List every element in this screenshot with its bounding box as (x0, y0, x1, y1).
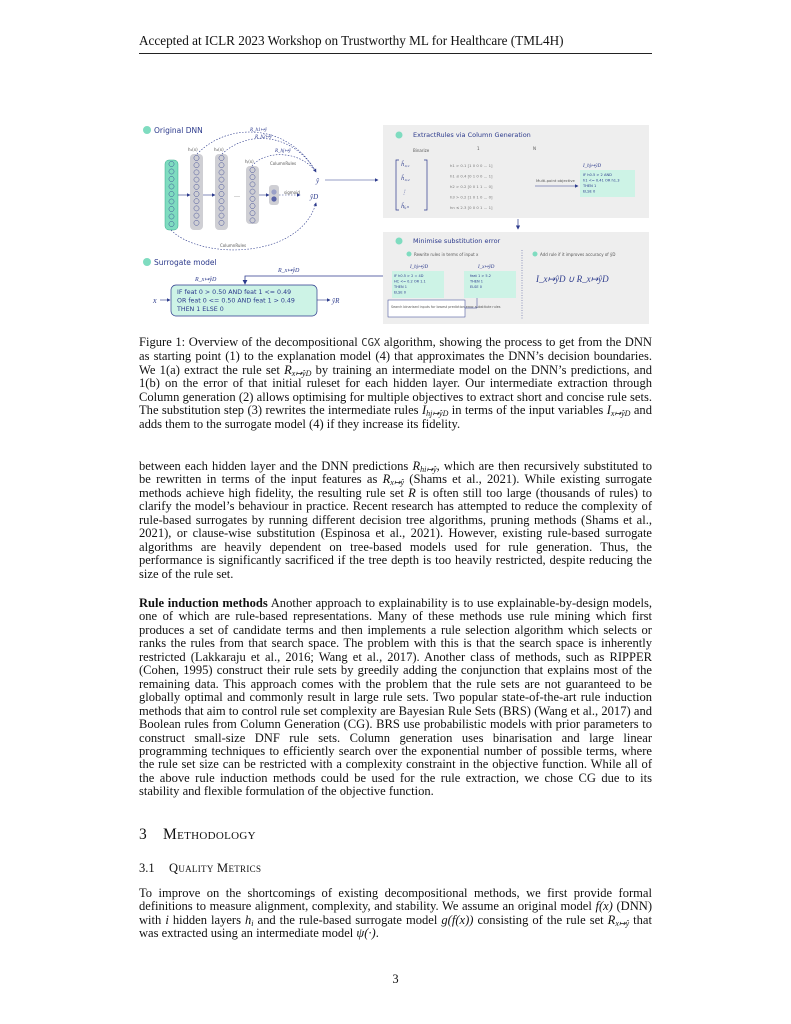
math-expression (408, 486, 416, 500)
math-expression (422, 403, 448, 417)
subsection-title: Quality Metrics (169, 861, 262, 875)
panel1-badge (143, 126, 151, 134)
math-expression (383, 472, 404, 486)
text-run: (Shams et al., 2021). While existing surrogate methods achieve high fidelity, the resulting rule set (139, 472, 652, 500)
irule-line: h1 <= 0.41 OR h1.3 (583, 178, 620, 183)
label-x: x (153, 296, 157, 305)
hvec-line: ĥ₁,₂ (401, 176, 410, 182)
objective-label: Multi-point objective (536, 178, 575, 183)
math-symbol: R (412, 459, 421, 473)
math-expression (412, 459, 436, 473)
col-label-n: N (533, 146, 536, 151)
math-expression (608, 913, 629, 927)
section-title: Methodology (163, 826, 256, 843)
rb1-line: THEN 1 (394, 285, 407, 289)
label-yr: ŷR (332, 297, 340, 305)
text-run: and the rule-based surrogate model (253, 912, 442, 927)
math-subscript: x↦ŷD (610, 409, 631, 419)
text-run: and adds them to the surrogate model (4) if they increase its fidelity. (139, 403, 652, 431)
rb1-line: HC <= 0.2 OR 1.1 (394, 279, 426, 284)
binrows-line: h1 ≤ 0.4 [0 1 0 0 … 1] (450, 173, 493, 179)
algorithm-name: CGX (361, 337, 381, 349)
step-a: Rewrite rules in terms of input x (414, 252, 479, 257)
text-run: algorithm, showing the process to get from the DNN as starting point (1) to the explanation model (4) that approximates the DNN’s decision boundaries. We 1(a) extract the rule set (139, 335, 652, 377)
text-run: Figure 1: Overview of the decompositional (139, 335, 362, 349)
hvec-line: ⋮ (401, 190, 407, 196)
text-run: (DNN) with (139, 899, 652, 927)
input-layer (165, 160, 178, 230)
label-rx: R_x↦ŷD (195, 277, 217, 283)
label-yhat: ŷ (316, 177, 320, 185)
math-symbol: R (607, 912, 616, 927)
paragraph-heading: Rule induction methods (139, 596, 268, 610)
label-rh2: R_h2↦ŷ (255, 135, 272, 140)
rb1-line: IF h0.5 > 2 = 4D (394, 274, 424, 278)
math-symbol: R (382, 472, 391, 487)
hvec-line: ĥ₁,₁ (401, 162, 410, 168)
hvec-line: ĥⱼ,ₙ (401, 204, 409, 210)
text-run: in terms of the input variables (448, 403, 607, 418)
srule-line: THEN 1 ELSE 0 (177, 306, 224, 313)
section-heading (139, 826, 256, 844)
math-symbol: g(f(x)) (441, 912, 474, 927)
figure-caption (139, 336, 652, 431)
subsection-number: 3.1 (139, 861, 155, 875)
math-subscript: x↦ŷD (291, 368, 312, 378)
paragraph-related-work (139, 460, 652, 581)
math-symbol: f(x) (595, 899, 613, 914)
rb2-line: THEN 1 (470, 279, 483, 284)
binrows-line: h2 > 0.2 [0 0 1 1 … 0] (450, 184, 493, 189)
dots-label: … (234, 192, 240, 199)
math-subscript: x↦ŷ (615, 918, 630, 928)
math-symbol: R (408, 485, 416, 500)
math-expression (607, 403, 631, 417)
math-expression (284, 363, 311, 377)
text-run: is often still too large (thousands of rules) to clarify the model’s behaviour in practice. Recent research has attempted to reduce the complexity of rule-based surrogates by running different decision tree algorithms, pruning methods (Shams et al., 2021), or clause-wise substitution (Espinosa et al., 2021). However, existing rule-based surrogate algorithms are heavily dependent on tree-based models used for rule generation. Thus, the performance is significantly sacrificed if the tree depth is too heavily restricted, despite reducing the size of the rule set. (139, 485, 652, 581)
srule-line: IF feat 0 > 0.50 AND feat 1 <= 0.49 (177, 289, 292, 296)
binarize-label: Binarize (413, 148, 430, 153)
rule-box-2-label: I_x↦ŷD (478, 265, 495, 270)
irule-line: IF h0.5 > 2 AND (583, 173, 612, 177)
math-expression (441, 913, 473, 927)
rb2-line: feat 1 > 5.2 (470, 274, 491, 278)
binrows-line: h1 > 0.1 [1 0 0 0 … 1] (450, 163, 493, 168)
irule-line: THEN 1 (583, 184, 597, 188)
colgen-label-1: ColumnRules (270, 161, 297, 166)
math-symbol: I (421, 403, 427, 418)
panel2-title: ExtractRules via Column Generation (413, 131, 531, 139)
math-subscript: i (251, 918, 254, 928)
step-b: Add rule if it improves accuracy of ŷD (540, 252, 616, 257)
subsection-heading (139, 861, 261, 876)
hidden-layer-1 (190, 154, 203, 230)
page-number: 3 (392, 972, 399, 986)
math-subscript: x↦ŷ (390, 478, 405, 488)
colgen-label-2: ColumnRules (220, 243, 247, 248)
rb2-line: ELSE 0 (470, 285, 482, 289)
text-run: by training an intermediate model on the DNN’s predictions, and 1(b) on the error of that initial ruleset for each hidden layer. Our intermediate extraction through Column generation (2) allows optimising for multiple objectives to extract short and concise rule sets. The substitution step (3) rewrites the intermediate rules (139, 362, 652, 418)
irule-line: ELSE 0 (583, 189, 596, 194)
binrows-line: h3 > 0.2 [1 0 1 0 … 0] (450, 194, 493, 200)
label-hj: hⱼ(x) (245, 159, 254, 164)
figure-1 (0, 0, 791, 335)
math-expression (595, 899, 612, 913)
panel2-badge (396, 132, 403, 139)
label-rhj: R_hj↦ŷ (275, 149, 291, 154)
running-header: Accepted at ICLR 2023 Workshop on Trustworthy ML for Healthcare (TML4H) (139, 33, 564, 48)
text-run: , which are then recursively substituted to be rewritten in terms of the input features as (139, 459, 652, 487)
panel1-title: Original DNN (154, 126, 203, 135)
output-layer (269, 185, 279, 205)
text-run: between each hidden layer and the DNN predictions (139, 459, 413, 473)
rb1-line: ELSE 0 (394, 290, 406, 295)
union-formula: I_x↦ŷD ∪ R_x↦ŷD (536, 274, 609, 284)
math-symbol: R (284, 362, 292, 377)
math-symbol: I (606, 403, 611, 418)
text-run: consisting of the rule set (473, 912, 608, 927)
label-rx2: R_x↦ŷD (278, 268, 300, 274)
neurons (169, 155, 255, 226)
label-h1: h₁(x) (188, 147, 198, 152)
math-symbol: i (165, 912, 169, 927)
hidden-layer-2 (215, 154, 228, 230)
panel3-title: Minimise substitution error (413, 237, 501, 245)
sigmoid-label: sigmoid (284, 190, 300, 195)
math-symbol: h (245, 912, 252, 927)
panel4-title: Surrogate model (154, 258, 217, 267)
math-subscript: hi↦ŷ (420, 465, 437, 474)
srule-line: OR feat 0 <= 0.50 AND feat 1 > 0.49 (177, 297, 295, 305)
intermediate-rule-label: I_hj↦ŷD (583, 164, 602, 169)
section-number: 3 (139, 826, 147, 843)
label-h2: h₂(x) (214, 147, 224, 152)
text-run: . (375, 926, 379, 941)
paragraph-rule-induction (139, 597, 652, 799)
panel3-badge (396, 238, 403, 245)
math-symbol: ψ(·) (356, 926, 376, 941)
math-subscript: hj↦ŷD (426, 409, 449, 419)
math-expression (245, 913, 254, 927)
text-run: hidden layers (168, 912, 245, 927)
search-note: Search binarised inputs for lowest prediction error substitute rules (391, 305, 501, 309)
text-run: that was extracted using an intermediate model (139, 912, 652, 941)
panel4-badge (143, 258, 151, 266)
text-run: Another approach to explainability is to use explainable-by-design models, one of which are rule-based representations. Many of these methods use rule mining which first produces a set of candidate terms and then implements a rule selection algorithm which selects or ranks the rules from that search space. The problem with this is that the search space is inherently restricted (Lakkaraju et al., 2016; Wang et al., 2017). Another class of methods, such as RIPPER (Cohen, 1995) construct their rule sets by greedily adding the conjunction that explains most of the remaining data. This approach comes with the problem that the rule sets are not guaranteed to be globally optimal and commonly result in large rule sets. Two popular state-of-the-art rule induction methods that aim to control rule set complexity are Bayesian Rule Sets (BRS) (Wang et al., 2017) and Boolean rules from Column Generation (CG). BRS use probabilistic models with prior parameters to construct small-size DNF rule sets. Column generation uses binarisation and large linear programming techniques to efficiently search over the exponential number of possible terms, where the rule set size can be restricted with a complexity constraint in the objective function. While all of the above rule induction methods could be used for the rule extraction, we chose CG due to its stability and flexible formulation of the objective function. (139, 596, 652, 799)
col-label-1: 1 (477, 146, 480, 151)
dnn-layers (165, 154, 279, 230)
rule-box-1-label: I_hj↦ŷD (410, 265, 429, 270)
text-run: To improve on the shortcomings of existing decompositional methods, we first provide formal definitions to measure alignment, complexity, and stability. We assume an original model (139, 886, 652, 914)
label-yd: ŷD (310, 193, 319, 201)
math-expression (356, 926, 375, 940)
binrows-line: hn ≤ 2.3 [0 0 0 1 … 1] (450, 205, 493, 210)
paragraph-quality-metrics (139, 887, 652, 941)
label-rh1: R_h1↦ŷ (250, 128, 267, 133)
